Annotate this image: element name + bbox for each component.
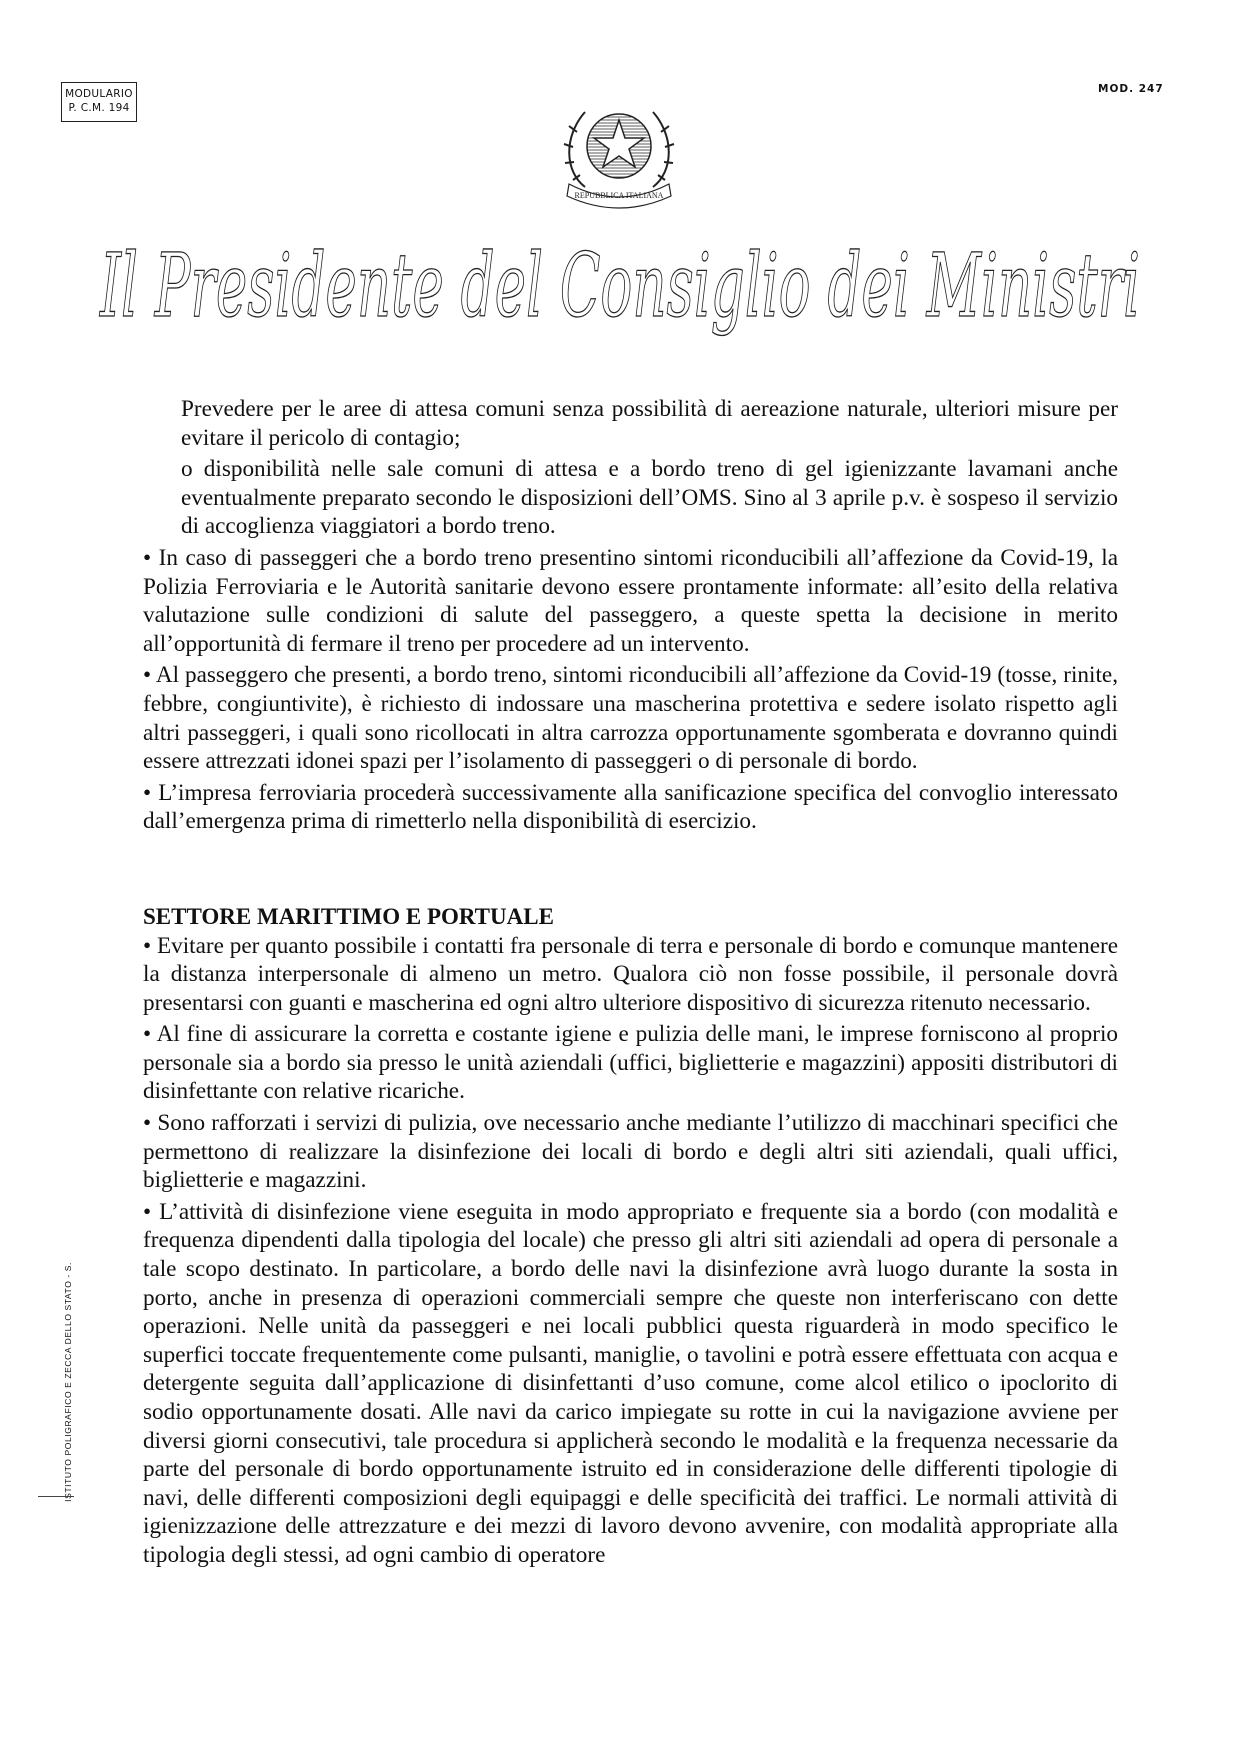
rail-bullet-text: L’impresa ferroviaria procederà successivamente alla sanificazione specifica del convoglio interessato dall’emergenza prima di rimetterlo nella disponibilità di esercizio.	[143, 779, 1118, 835]
section-gap	[143, 839, 1118, 883]
form-stamp-box	[61, 82, 137, 122]
bullet-icon: •	[143, 1198, 152, 1225]
bullet-icon: •	[143, 1021, 152, 1048]
maritime-bullet-text: Al fine di assicurare la corretta e costante igiene e pulizia delle mani, le imprese forniscono al proprio personale sia a bordo sia presso le unità aziendali (uffici, biglietterie e magazzini) appositi distributori di disinfettante con relative ricariche.	[143, 1021, 1118, 1105]
rail-bullet-text: In caso di passeggeri che a bordo treno presentino sintomi riconducibili all’affezione da Covid-19, la Polizia Ferroviaria e le Autorità sanitarie devono essere prontamente informate: all’esito della relativa valutazione sulle condizioni di salute del passeggero, a queste spetta la decisione in merito all’opportunità di fermare il treno per procedere ad un intervento.	[143, 544, 1119, 657]
mod-code: MOD. 247	[1098, 83, 1164, 95]
form-label-line1: MODULARIO	[65, 88, 133, 100]
rail-bullets	[143, 544, 1118, 836]
form-label-line2: P. C.M. 194	[68, 102, 130, 114]
rail-bullet-text: Al passeggero che presenti, a bordo treno, sintomi riconducibili all’affezione da Covid-19 (tosse, rinite, febbre, congiuntivite), è richiesto di indossare una mascherina protettiva e sedere isolato rispetto agli altri passeggeri, i quali sono ricollocati in altra carrozza opportunamente sgomberata e dovranno quindi essere attrezzati idonei spazi per l’isolamento di passeggeri o di personale di bordo.	[143, 662, 1118, 775]
maritime-bullets	[143, 932, 1118, 1570]
rail-bullet-item	[143, 779, 1118, 836]
italian-republic-emblem-icon	[555, 92, 683, 212]
bullet-icon: •	[143, 932, 152, 959]
header-title-text: Il Presidente del Consiglio dei Ministri	[98, 234, 1140, 337]
maritime-bullet-item	[143, 1198, 1118, 1570]
maritime-bullet-text: Evitare per quanto possibile i contatti fra personale di terra e personale di bordo e comunque mantenere la distanza interpersonale di almeno un metro. Qualora ciò non fosse possibile, il personale dovrà presentarsi con guanti e mascherina ed ogni altro ulteriore dispositivo di sicurezza ritenuto necessario.	[143, 932, 1118, 1016]
document-body	[143, 395, 1118, 1573]
bullet-icon: •	[143, 1110, 152, 1137]
maritime-bullet-item	[143, 1020, 1118, 1106]
intro-paragraph-2: o disponibilità nelle sale comuni di attesa e a bordo treno di gel igienizzante lavamani anche eventualmente preparato secondo le disposizioni dell’OMS. Sino al 3 aprile p.v. è sospeso il servizio di accoglienza viaggiatori a bordo treno.	[181, 456, 1118, 540]
bullet-icon: •	[143, 544, 152, 571]
maritime-bullet-text: L’attività di disinfezione viene eseguita in modo appropriato e frequente sia a bordo (con modalità e frequenza dipendenti dalla tipologia del locale) che presso gli altri siti aziendali ad opera di personale a tale scopo destinato. In particolare, a bordo delle navi la disinfezione avrà luogo durante la sosta in porto, anche in presenza di operazioni commerciali sempre che queste non interferiscano con dette operazioni. Nelle unità da passeggeri e nei locali pubblici questa riguarderà in modo specifico le superfici toccate frequentemente come pulsanti, maniglie, o tavolini e potrà essere effettuata con acqua e detergente seguita dall’applicazione di disinfettanti d’uso comune, come alcol etilico o ipoclorito di sodio opportunamente dosati. Alle navi da carico impiegate su rotte in cui la navigazione avviene per diversi giorni consecutivi, tale procedura si applicherà secondo le modalità e la frequenza necessarie da parte del personale di bordo opportunamente istruito ed in considerazione delle differenti tipologie di navi, delle differenti composizioni degli equipaggi e delle specificità dei traffici. Le normali attività di igienizzazione delle attrezzature e dei mezzi di lavoro devono avvenire, con modalità appropriate alla tipologia degli stessi, ad ogni cambio di operatore	[143, 1198, 1119, 1568]
emblem-ribbon-text: REPUBBLICA ITALIANA	[574, 191, 664, 200]
maritime-bullet-item	[143, 932, 1118, 1018]
bullet-icon: •	[143, 662, 152, 689]
rail-bullet-item	[143, 544, 1118, 658]
section-heading-maritime: SETTORE MARITTIMO E PORTUALE	[143, 903, 554, 929]
side-rule-divider	[38, 1496, 74, 1497]
rail-bullet-item	[143, 661, 1118, 775]
printer-mark: ISTITUTO POLIGRAFICO E ZECCA DELLO STATO - S.	[63, 1262, 73, 1502]
intro-paragraph-1: Prevedere per le aree di attesa comuni senza possibilità di aereazione naturale, ulteriori misure per evitare il pericolo di contagio;	[181, 396, 1118, 451]
intro-section	[143, 395, 1118, 541]
maritime-bullet-text: Sono rafforzati i servizi di pulizia, ove necessario anche mediante l’utilizzo di macchinari specifici che permettono di realizzare la disinfezione dei locali di bordo e degli altri siti aziendali, quali uffici, biglietterie e magazzini.	[143, 1110, 1118, 1194]
bullet-icon: •	[143, 779, 152, 806]
header-script-title	[80, 208, 1160, 378]
maritime-bullet-item	[143, 1109, 1118, 1195]
